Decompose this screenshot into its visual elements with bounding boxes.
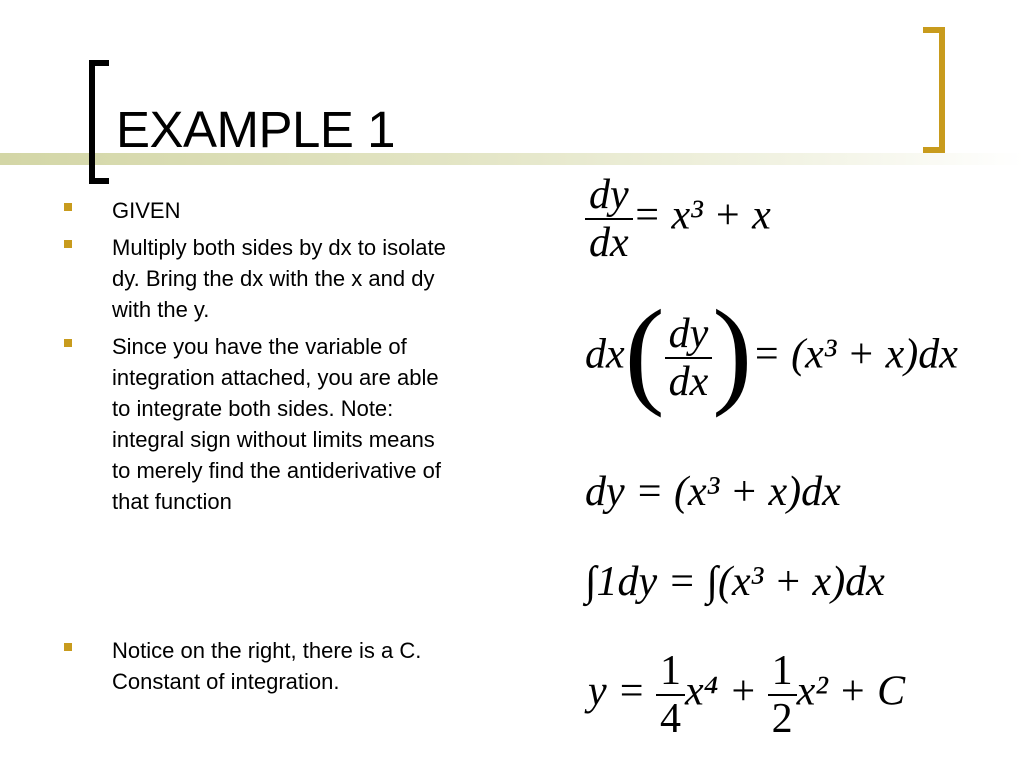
bullet-text-line: Notice on the right, there is a C. [112,638,422,663]
left-paren: ( [624,285,665,418]
bullet-text-line: integration attached, you are able [112,365,439,390]
denominator: 4 [659,696,681,742]
equation-given [585,172,771,266]
bullet-text-line: to merely find the antiderivative of [112,458,441,483]
equation-multiply [585,285,958,418]
right-bracket-decoration [923,27,945,153]
bullet-text-line: GIVEN [112,198,181,223]
bullet-text-line: dy. Bring the dx with the x and dy [112,266,435,291]
fraction-dy-dx [665,311,713,405]
denominator: dx [668,359,709,405]
equation-lhs: y = [588,668,646,715]
term-x2-plus-c: x² + C [796,668,906,715]
denominator: dx [589,220,629,266]
square-bullet-icon [64,339,72,347]
term-x4: x⁴ + [684,668,758,715]
square-bullet-icon [64,643,72,651]
numerator: dy [665,311,713,359]
bullet-text-line: to integrate both sides. Note: [112,396,394,421]
equation-result [588,648,905,742]
equation-lhs: dx [585,331,625,378]
square-bullet-icon [64,203,72,211]
left-bracket-decoration [89,60,109,184]
equation-separated: dy = (x³ + x)dx [585,469,841,515]
slide-title: EXAMPLE 1 [116,101,395,158]
bullet-text-line: with the y. [112,297,210,322]
equation-rhs: = x³ + x [632,192,771,239]
numerator: 1 [656,648,685,696]
equation-integrated: ∫1dy = ∫(x³ + x)dx [585,559,885,605]
denominator: 2 [771,696,793,742]
equation-rhs: = (x³ + x)dx [752,331,958,378]
bullet-text-line: Constant of integration. [112,669,340,694]
right-paren: ) [712,285,753,418]
bullet-text-line: Since you have the variable of [112,334,407,359]
numerator: dy [585,172,633,220]
square-bullet-icon [64,240,72,248]
fraction-dy-dx [585,172,633,266]
fraction-one-quarter [656,648,685,742]
numerator: 1 [768,648,797,696]
bullet-text-line: that function [112,489,232,514]
fraction-one-half [768,648,797,742]
bullet-text-line: integral sign without limits means [112,427,435,452]
bullet-text-line: Multiply both sides by dx to isolate [112,235,446,260]
